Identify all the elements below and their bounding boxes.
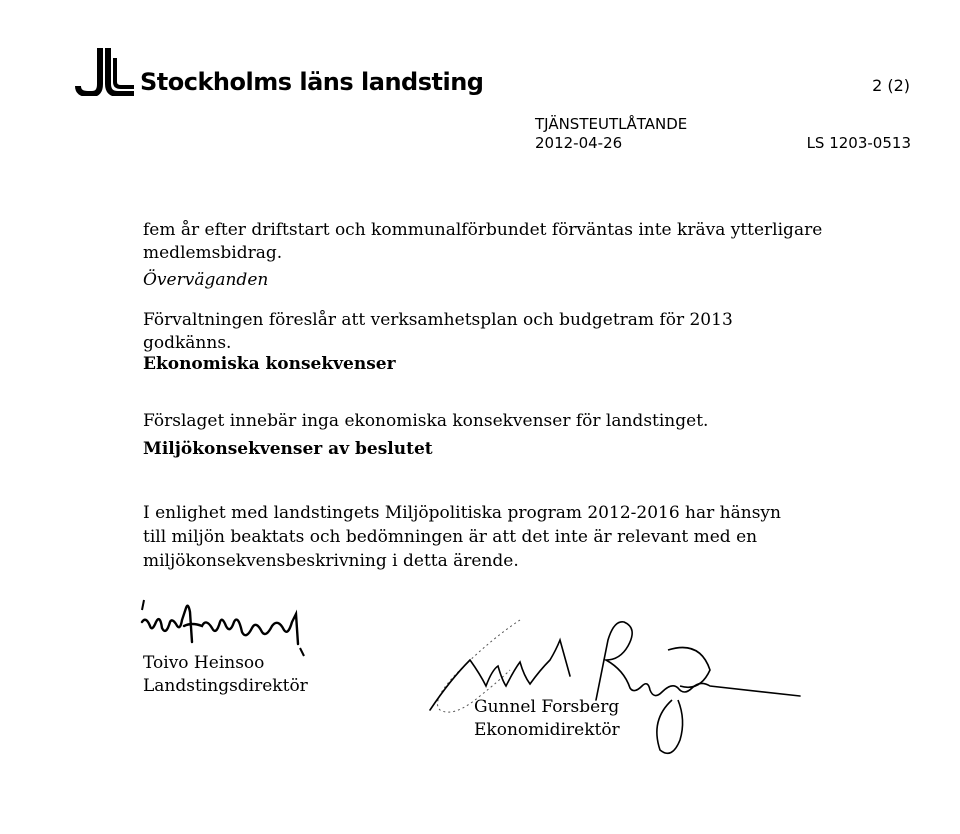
paragraph-overvaganden: Förvaltningen föreslår att verksamhetsplan och budgetram för 2013 godkänns.	[143, 310, 733, 353]
signatory-title-right: Ekonomidirektör	[474, 720, 620, 740]
document-type: TJÄNSTEUTLÅTANDE	[535, 115, 688, 133]
paragraph-ekonomiska-konsekvenser: Förslaget innebär inga ekonomiska konsekvenser för landstinget.	[143, 411, 709, 431]
document-date: 2012-04-26	[535, 134, 623, 152]
heading-ekonomiska-konsekvenser: Ekonomiska konsekvenser	[143, 354, 396, 374]
signatory-title-left: Landstingsdirektör	[143, 676, 308, 696]
heading-miljokonsekvenser: Miljökonsekvenser av beslutet	[143, 439, 433, 459]
signatory-name-right: Gunnel Forsberg	[474, 697, 620, 717]
sll-logo-icon	[74, 44, 136, 96]
heading-overvaganden: Överväganden	[143, 270, 269, 290]
organization-name: Stockholms läns landsting	[140, 68, 484, 96]
paragraph-intro: fem år efter driftstart och kommunalförbundet förväntas inte kräva ytterligare medlemsbidrag.	[143, 220, 823, 263]
document-reference: LS 1203-0513	[806, 134, 911, 152]
signatory-name-left: Toivo Heinsoo	[143, 653, 265, 673]
page-number: 2 (2)	[872, 76, 910, 95]
paragraph-miljokonsekvenser: I enlighet med landstingets Miljöpolitiska program 2012-2016 har hänsyn till miljön beaktats och bedömningen är att det inte är relevant med en miljökonsekvensbeskrivning i detta ärende.	[143, 503, 781, 571]
signature-toivo-heinsoo-icon	[132, 592, 312, 662]
